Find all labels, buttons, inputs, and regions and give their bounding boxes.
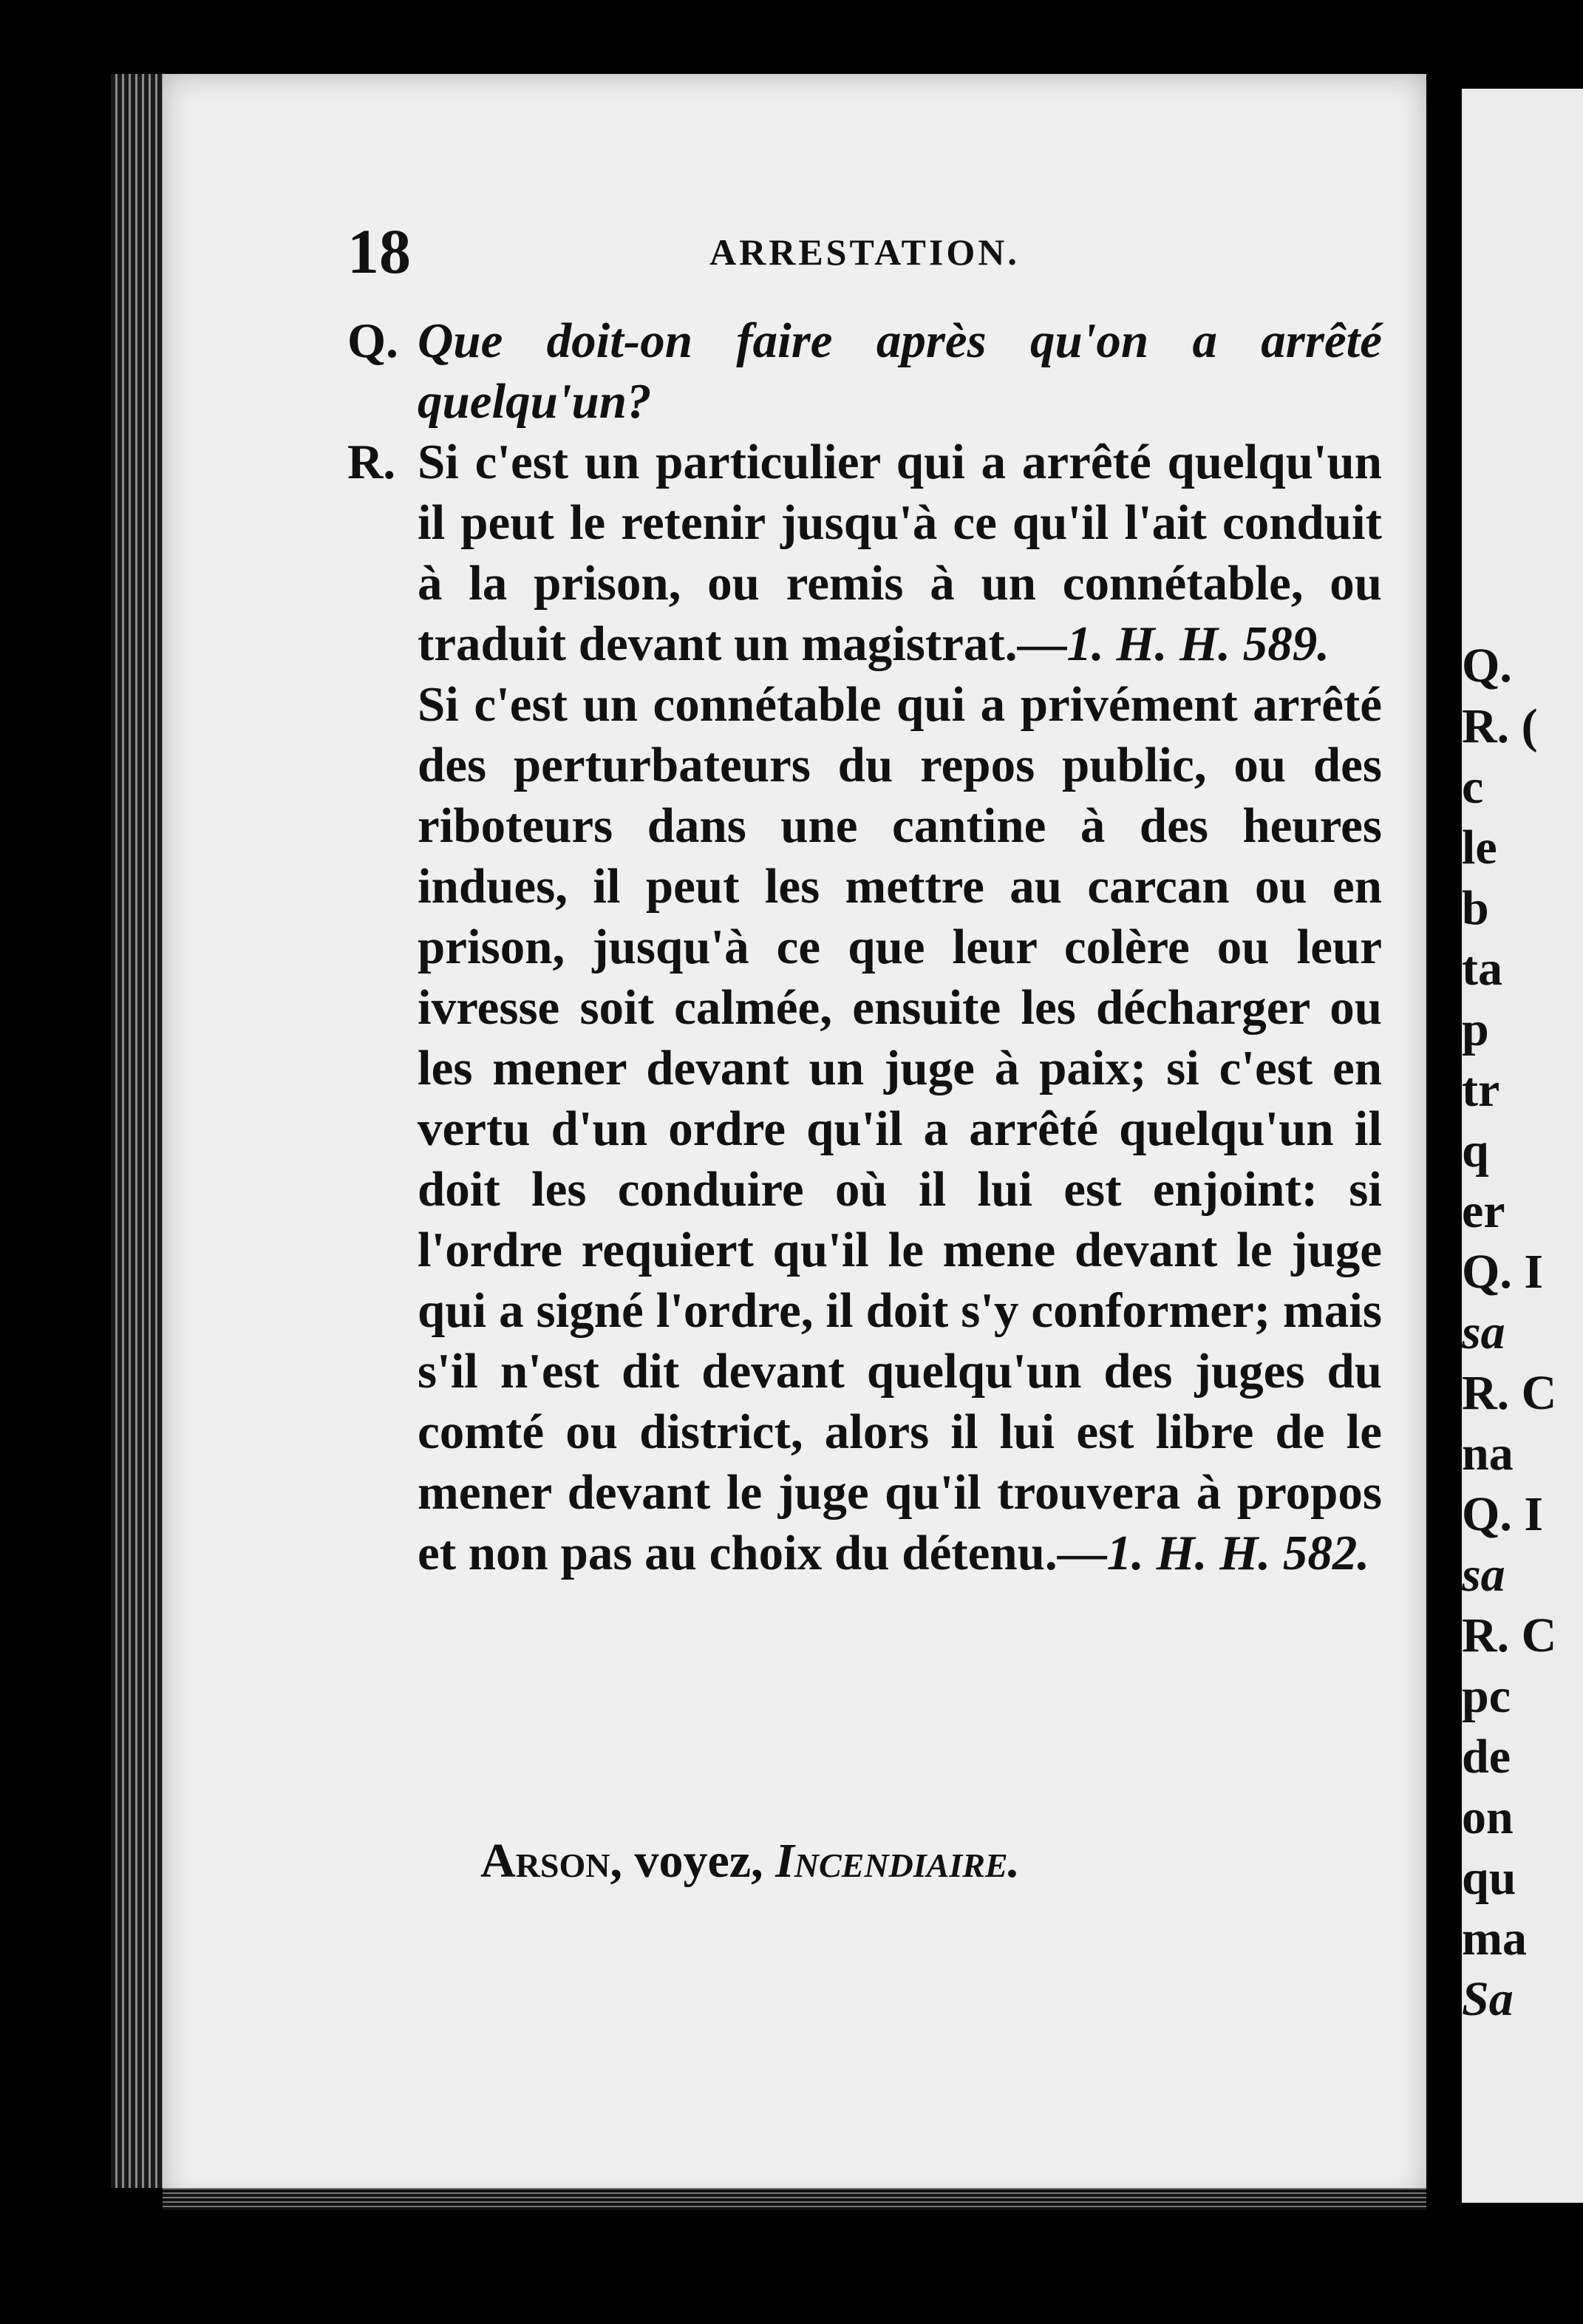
cross-reference-see: voyez, [634, 1834, 763, 1888]
answer-entry [347, 432, 1382, 674]
adjacent-page-line: le [1462, 820, 1497, 874]
adjacent-page-line: ta [1462, 942, 1502, 996]
adjacent-page-line: b [1462, 881, 1489, 935]
adjacent-page-line: qu [1462, 1851, 1516, 1905]
question-entry [347, 310, 1382, 432]
paragraph-2-citation: 1. H. H. 582. [1106, 1526, 1370, 1580]
adjacent-page-line: pc [1462, 1669, 1511, 1723]
book-gutter [1426, 59, 1462, 2225]
running-head: ARRESTATION. [709, 231, 1020, 273]
answer-marker: R. [347, 435, 396, 489]
book-binding-edge [111, 74, 163, 2188]
cross-reference-target: Incendiaire. [775, 1834, 1021, 1888]
adjacent-page-line: p [1462, 1002, 1489, 1056]
adjacent-page-line: na [1462, 1427, 1514, 1481]
page-number: 18 [347, 216, 411, 287]
page-header [347, 214, 1375, 287]
adjacent-page-line: er [1462, 1184, 1505, 1238]
cross-reference [480, 1833, 1020, 1889]
adjacent-page-line: c [1462, 760, 1484, 814]
paragraph-2 [347, 674, 1382, 1583]
adjacent-page-line: Q. I [1462, 1487, 1544, 1541]
adjacent-page-line: tr [1462, 1063, 1500, 1117]
adjacent-page-line: de [1462, 1730, 1511, 1784]
adjacent-page-line: R. ( [1462, 699, 1538, 753]
page-bottom-edge [163, 2188, 1426, 2210]
paragraph-2-text: Si c'est un connétable qui a privément arrêté des perturbateurs du repos public, ou des riboteurs dans une cantine à des heures indues, il peut les mettre au carcan ou en prison, jusqu'à ce que leur colère ou leur ivresse soit calmée, ensuite les décharger ou les mener devant un juge à paix; si c'est en vertu d'un ordre qu'il a arrêté quelqu'un il doit les conduire où il lui est enjoint: si l'ordre requiert qu'il le mene devant le juge qui a signé l'ordre, il doit s'y conformer; mais s'il n'est dit devant quelqu'un des juges du comté ou district, alors il lui est libre de le mener devant le juge qu'il trouvera à propos et non pas au choix du détenu.— [418, 677, 1382, 1580]
answer-text: Si c'est un particulier qui a arrêté quelqu'un il peut le retenir jusqu'à ce qu'il l'ait conduit à la prison, ou remis à un connétable, ou traduit devant un magistrat.— [418, 435, 1382, 671]
adjacent-page-line: Q. [1462, 639, 1512, 693]
adjacent-page-line: Sa [1462, 1972, 1514, 2026]
answer-citation: 1. H. H. 589. [1066, 616, 1330, 671]
adjacent-page [1462, 89, 1583, 2203]
adjacent-page-line: q [1462, 1124, 1489, 1178]
adjacent-page-line: sa [1462, 1548, 1505, 1602]
adjacent-page-line: Q. I [1462, 1245, 1544, 1299]
question-marker: Q. [347, 313, 398, 368]
adjacent-page-line: R. C [1462, 1366, 1557, 1420]
adjacent-page-line: sa [1462, 1305, 1505, 1359]
adjacent-page-line: on [1462, 1790, 1514, 1844]
adjacent-page-line: R. C [1462, 1608, 1557, 1662]
cross-reference-term: Arson, [480, 1834, 622, 1888]
page-text [347, 310, 1382, 1583]
question-text: Que doit-on faire après qu'on a arrêté quelqu'un? [418, 313, 1382, 429]
adjacent-page-fragments [1462, 636, 1583, 2030]
adjacent-page-line: ma [1462, 1912, 1527, 1965]
